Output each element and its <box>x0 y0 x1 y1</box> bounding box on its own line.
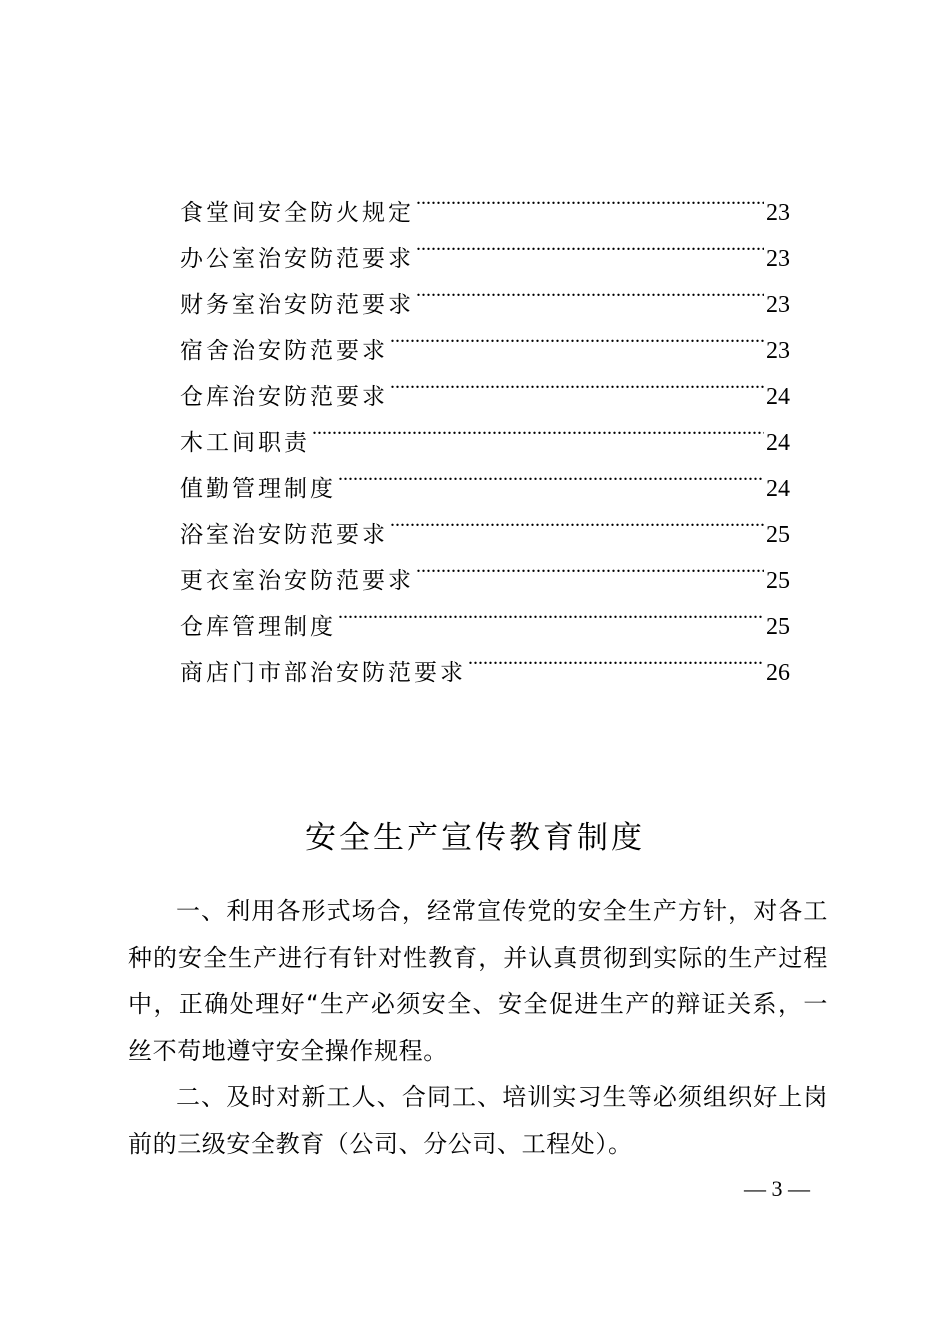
toc-dot-leader <box>468 634 764 680</box>
toc-dot-leader <box>390 358 764 404</box>
toc-dot-leader <box>416 542 764 588</box>
toc-dot-leader <box>390 312 764 358</box>
toc-entry-title: 值勤管理制度 <box>180 476 336 502</box>
toc-dot-leader <box>416 266 764 312</box>
toc-entry-title: 更衣室治安防范要求 <box>180 568 414 594</box>
body-paragraph: 一、利用各形式场合，经常宣传党的安全生产方针，对各工种的安全生产进行有针对性教育，并认真贯彻到实际的生产过程中，正确处理好“生产必须安全、安全促进生产的辩证关系，一丝不苟地遵守安全操作规程。 <box>128 897 828 1065</box>
table-of-contents <box>180 174 790 686</box>
toc-dot-leader <box>390 496 764 542</box>
toc-dot-leader <box>312 404 764 450</box>
toc-entry-page: 24 <box>766 430 790 456</box>
page-number: — 3 — <box>744 1176 810 1201</box>
toc-entry-page: 23 <box>766 292 790 318</box>
toc-dot-leader <box>338 450 764 496</box>
toc-dot-leader <box>416 174 764 220</box>
toc-entry-title: 财务室治安防范要求 <box>180 292 414 318</box>
toc-entry-title: 木工间职责 <box>180 430 310 456</box>
toc-entry-title: 食堂间安全防火规定 <box>180 200 414 226</box>
toc-dot-leader <box>416 220 764 266</box>
toc-entry-title: 仓库管理制度 <box>180 614 336 640</box>
toc-entry-title: 浴室治安防范要求 <box>180 522 388 548</box>
section-title: 安全生产宣传教育制度 <box>305 820 645 856</box>
toc-entry-page: 23 <box>766 200 790 226</box>
toc-entry-page: 25 <box>766 614 790 640</box>
toc-entry-page: 24 <box>766 476 790 502</box>
toc-dot-leader <box>338 588 764 634</box>
toc-entry-title: 办公室治安防范要求 <box>180 246 414 272</box>
toc-entry-page: 23 <box>766 246 790 272</box>
toc-entry-page: 25 <box>766 522 790 548</box>
body-paragraph: 二、及时对新工人、合同工、培训实习生等必须组织好上岗前的三级安全教育（公司、分公司、工程处）。 <box>128 1083 828 1158</box>
toc-entry-title: 仓库治安防范要求 <box>180 384 388 410</box>
toc-entry-page: 26 <box>766 660 790 686</box>
toc-entry-page: 25 <box>766 568 790 594</box>
toc-entry-page: 23 <box>766 338 790 364</box>
toc-entry-page: 24 <box>766 384 790 410</box>
toc-entry[interactable] <box>180 174 790 226</box>
toc-entry-title: 商店门市部治安防范要求 <box>180 660 466 686</box>
toc-entry-title: 宿舍治安防范要求 <box>180 338 388 364</box>
